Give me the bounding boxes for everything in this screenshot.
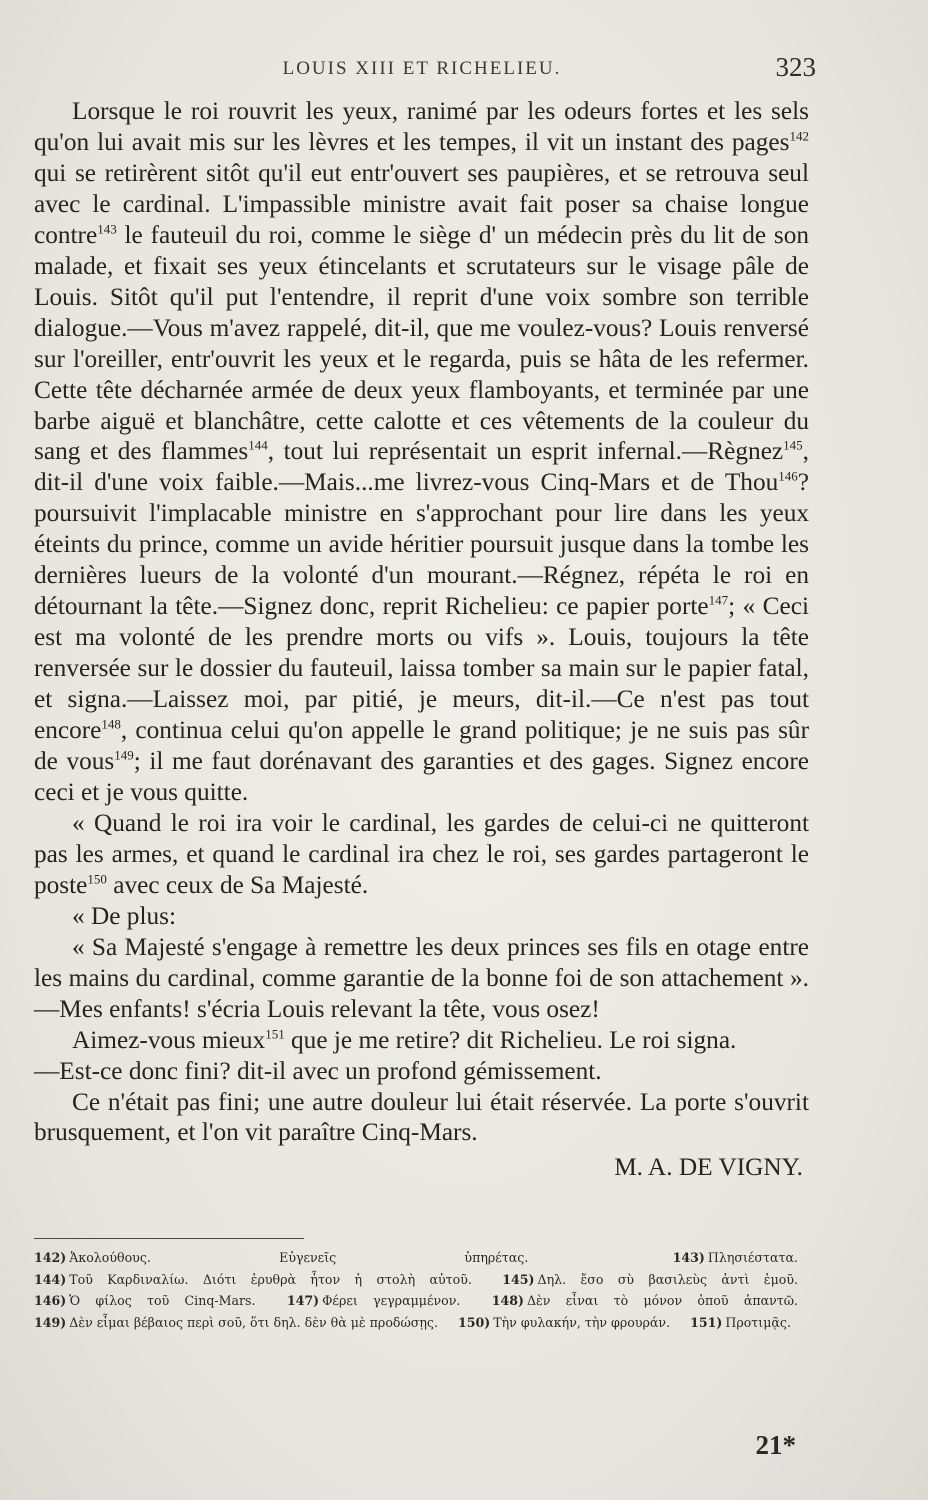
footnote-ref[interactable]: 143 (97, 221, 117, 237)
footnote (287, 1293, 461, 1308)
footnote-number: 148) (491, 1293, 524, 1308)
footnote (34, 1250, 528, 1265)
running-title: LOUIS XIII ET RICHELIEU. (282, 58, 562, 79)
footnote-ref[interactable]: 149 (114, 747, 134, 763)
footnote (502, 1272, 798, 1287)
paragraph: Aimez-vous mieux$^{151}$ que je me retire? dit Richelieu. Le roi signa. (72, 1025, 737, 1054)
footnote-number: 145) (502, 1271, 535, 1287)
footnote-text: Προτιμᾷς. (725, 1314, 791, 1330)
footnote (34, 1293, 256, 1308)
footnote-number: 151) (690, 1314, 723, 1330)
author-signature: M. A. DE VIGNY. (614, 1153, 803, 1182)
footnote-text: Ὁ φίλος τοῦ Cinq-Mars. (69, 1293, 256, 1308)
footnote-text: Ἀκολούθους. Εὐγενεῖς ὑπηρέτας. (69, 1250, 529, 1265)
footnote-text: Δὲν εἶμαι βέβαιος περὶ σοῦ, ὅτι δηλ. δὲν θὰ μὲ προδώσῃς. (69, 1314, 438, 1330)
footnote-number: 146) (34, 1293, 67, 1308)
footnote-ref[interactable]: 145 (783, 438, 803, 454)
paragraph: « De plus: (72, 901, 176, 930)
footnote-number: 147) (286, 1293, 320, 1308)
footnote-ref[interactable]: 146 (778, 469, 798, 485)
signature-mark: 21* (755, 1430, 796, 1460)
footnote-ref[interactable]: 150 (87, 871, 107, 887)
footnote (492, 1293, 798, 1308)
footnote-number: 143) (672, 1250, 705, 1265)
footnote-text: Τὴν φυλακήν, τὴν φρουράν. (493, 1314, 671, 1330)
footnote-ref[interactable]: 142 (789, 128, 809, 144)
page-number: 323 (775, 52, 816, 82)
footnote-divider (34, 1238, 304, 1239)
footnote-number: 142) (34, 1250, 67, 1265)
footnote-text: Πλησιέστατα. (707, 1250, 798, 1265)
footnote (458, 1315, 670, 1330)
footnote (673, 1250, 798, 1265)
footnote-number: 150) (457, 1314, 491, 1330)
footnote-ref[interactable]: 148 (101, 716, 121, 732)
footnote-text: Φέρει γεγραμμένον. (322, 1293, 461, 1308)
footnote-text: Τοῦ Καρδιναλίω. Διότι ἐρυθρὰ ἦτον ἡ στολὴ αὐτοῦ. (69, 1271, 472, 1287)
footnote-ref[interactable]: 147 (708, 592, 729, 608)
paragraph: « Sa Majesté s'engage à remettre les deux princes ses fils en otage entre les mains du cardinal, comme garantie de la bonne foi de son attachement ».—Mes enfants! s'écria Louis relevant la tête, vous osez! (34, 932, 809, 1023)
footnotes (34, 1247, 814, 1333)
footnote-text: Δὲν εἶναι τὸ μόνον ὁποῦ ἀπαντῶ. (526, 1293, 798, 1308)
footnote (690, 1315, 791, 1330)
footnote-text: Δηλ. ἔσο σὺ βασιλεὺς ἀντὶ ἐμοῦ. (537, 1271, 798, 1287)
paragraph: Ce n'était pas fini; une autre douleur lui était réservée. La porte s'ouvrit brusquement, et l'on vit paraître Cinq-Mars. (34, 1087, 809, 1147)
paragraph: —Est-ce donc fini? dit-il avec un profond gémissement. (34, 1056, 602, 1085)
paragraph: Lorsque le roi rouvrit les yeux, ranimé par les odeurs fortes et les sels qu'on lui avait mis sur les lèvres et les tempes, il vit un instant des pages$^{142}$ qui se retirèrent sitôt qu'il eut entr'ouvert ses paupières, et se retrouva seul avec le cardinal. L'impassible ministre avait fait poser sa chaise longue contre$^{143}$ le fauteuil du roi, comme le siège d' un médecin près du lit de son malade, et fixait ses yeux étincelants et scrutateurs sur le visage pâle de Louis. Sitôt qu'il put l'entendre, il reprit d'une voix sombre son terrible dialogue.—Vous m'avez rappelé, dit-il, que me voulez-vous? Louis renversé sur l'oreiller, entr'ouvrit les yeux et le regarda, puis se hâta de les refermer. Cette tête décharnée armée de deux yeux flamboyants, et terminée par une barbe aiguë et blanchâtre, cette calotte et ces vêtements de la couleur du sang et des flammes$^{144}$, tout lui représentait un esprit infernal.—Règnez$^{145}$, dit-il d'une voix faible.—Mais...me livrez-vous Cinq-Mars et de Thou$^{146}$? poursuivit l'implacable ministre en s'approchant pour lire dans les yeux éteints du prince, comme un avide héritier poursuit jusque dans la tombe les dernières lueurs de la volonté d'un mourant.—Régnez, répéta le roi en détournant la tête.—Signez donc, reprit Richelieu: ce papier porte$^{147}$; « Ceci est ma volonté de les prendre morts ou vifs ». Louis, toujours la tête renversée sur le dossier du fauteuil, laissa tomber sa main sur le papier fatal, et signa.—Laissez moi, par pitié, je meurs, dit-il.—Ce n'est pas tout encore$^{148}$, continua celui qu'on appelle le grand politique; je ne suis pas sûr de vous$^{149}$; il me faut dorénavant des garanties et des gages. Signez encore ceci et je vous quitte. (34, 97, 809, 806)
footnote (34, 1272, 472, 1287)
footnote-number: 144) (34, 1271, 67, 1287)
footnote-ref[interactable]: 151 (265, 1026, 285, 1042)
footnote-ref[interactable]: 144 (248, 438, 268, 454)
paragraph: « Quand le roi ira voir le cardinal, les gardes de celui-ci ne quitteront pas les armes, et quand le cardinal ira chez le roi, ses gardes partageront le poste$^{150}$ avec ceux de Sa Majesté. (34, 808, 809, 899)
footnote (34, 1315, 438, 1330)
main-text (34, 96, 809, 1183)
footnote-number: 149) (34, 1314, 67, 1330)
